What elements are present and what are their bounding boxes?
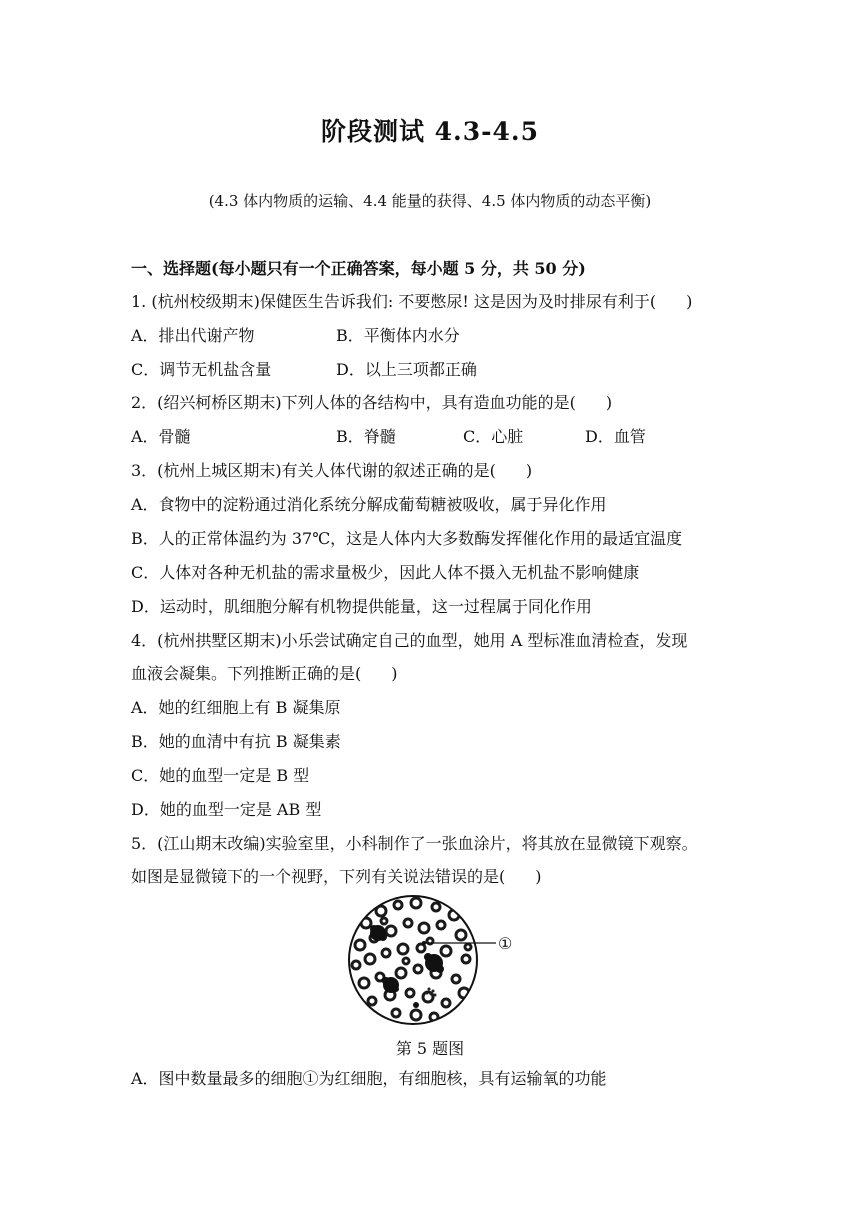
figure-label-1: ① (498, 934, 513, 953)
microscope-field-figure (346, 893, 536, 1028)
question-1-option-d: D．以上三项都正确 (336, 360, 477, 379)
question-4-option-d: D．她的血型一定是 AB 型 (131, 800, 322, 819)
question-1-option-c: C．调节无机盐含量 (131, 360, 272, 379)
question-2-option-d: D．血管 (585, 427, 646, 446)
question-3-option-d: D．运动时，肌细胞分解有机物提供能量，这一过程属于同化作用 (131, 597, 592, 616)
question-3-option-b: B．人的正常体温约为 37℃，这是人体内大多数酶发挥催化作用的最适宜温度 (131, 529, 683, 548)
question-2-option-c: C．心脏 (463, 427, 524, 446)
page-subtitle: (4.3 体内物质的运输、4.4 能量的获得、4.5 体内物质的动态平衡) (208, 192, 652, 210)
question-4-option-b: B．她的血清中有抗 B 凝集素 (131, 732, 341, 751)
figure-caption: 第 5 题图 (395, 1039, 465, 1058)
blood-smear-illustration (346, 893, 536, 1028)
question-4-option-c: C．她的血型一定是 B 型 (131, 766, 310, 785)
question-5-option-a: A．图中数量最多的细胞①为红细胞，有细胞核，具有运输氧的功能 (131, 1069, 607, 1088)
question-5-stem-line2: 如图是显微镜下的一个视野，下列有关说法错误的是( ) (131, 867, 542, 886)
question-1-stem: 1. (杭州校级期末)保健医生告诉我们: 不要憋尿! 这是因为及时排尿有利于( ) (131, 292, 693, 311)
question-4-option-a: A．她的红细胞上有 B 凝集原 (131, 698, 341, 717)
question-1-option-a: A．排出代谢产物 (131, 326, 255, 345)
question-2-stem: 2．(绍兴柯桥区期末)下列人体的各结构中，具有造血功能的是( ) (131, 393, 613, 412)
page-title: 阶段测试 4.3-4.5 (320, 117, 540, 146)
question-5-stem-line1: 5．(江山期末改编)实验室里，小科制作了一张血涂片，将其放在显微镜下观察。 (131, 834, 698, 853)
question-4-stem-line2: 血液会凝集。下列推断正确的是( ) (131, 664, 398, 683)
section-heading: 一、选择题(每小题只有一个正确答案，每小题 5 分，共 50 分) (131, 259, 586, 278)
question-3-option-a: A．食物中的淀粉通过消化系统分解成葡萄糖被吸收，属于异化作用 (131, 495, 607, 514)
question-2-option-b: B．脊髓 (336, 427, 396, 446)
question-3-stem: 3．(杭州上城区期末)有关人体代谢的叙述正确的是( ) (131, 461, 533, 480)
question-2-option-a: A．骨髓 (131, 427, 191, 446)
question-1-option-b: B．平衡体内水分 (336, 326, 460, 345)
question-3-option-c: C．人体对各种无机盐的需求量极少，因此人体不摄入无机盐不影响健康 (131, 563, 640, 582)
question-4-stem-line1: 4．(杭州拱墅区期末)小乐尝试确定自己的血型，她用 A 型标准血清检查，发现 (131, 631, 688, 650)
